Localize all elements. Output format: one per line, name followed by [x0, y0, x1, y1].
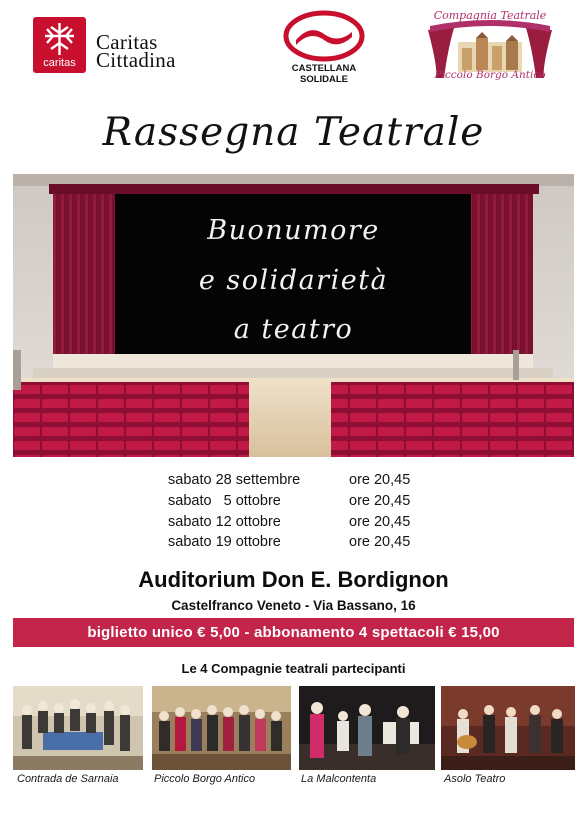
company-caption: Asolo Teatro — [444, 773, 506, 785]
partner-name-line1: CASTELLANA — [291, 63, 357, 74]
org-name-line1-text: Caritas — [96, 30, 158, 54]
caritas-logo — [33, 17, 86, 73]
company-badge-top-text: Compagnia Teatrale — [433, 9, 547, 22]
schedule-time: ore 20,45 — [349, 493, 411, 509]
company-caption: Piccolo Borgo Antico — [154, 773, 256, 785]
event-subtitle-line1: Buonumore — [207, 215, 380, 246]
schedule-row — [168, 493, 428, 513]
event-subtitle-line3: a teatro — [233, 314, 354, 345]
caritas-logo-label: caritas — [43, 57, 76, 69]
schedule-row — [168, 472, 428, 492]
event-subtitle-line2: e solidarietà — [198, 265, 389, 296]
schedule-time: ore 20,45 — [349, 472, 411, 488]
schedule-date: sabato 5 ottobre — [168, 493, 281, 509]
schedule-row — [168, 514, 428, 534]
company-caption: La Malcontenta — [301, 773, 377, 785]
org-name-line2 — [96, 49, 176, 71]
org-name-line2-text: Cittadina — [96, 48, 176, 72]
event-title: Rassegna Teatrale — [102, 110, 485, 155]
schedule-time: ore 20,45 — [349, 514, 411, 530]
schedule-time: ore 20,45 — [349, 534, 411, 550]
company-caption: Contrada de Sarnaia — [17, 773, 119, 785]
company-badge-bottom-text: Piccolo Borgo Antico — [434, 69, 546, 81]
schedule-date: sabato 12 ottobre — [168, 514, 281, 530]
schedule-date: sabato 28 settembre — [168, 472, 301, 488]
company-photo-contrada-de-sarnaia — [13, 686, 143, 770]
schedule-row — [168, 534, 428, 554]
partner-name-line2: SOLIDALE — [299, 74, 349, 85]
companies-heading: Le 4 Compagnie teatrali partecipanti — [181, 661, 406, 676]
company-photo-la-malcontenta — [299, 686, 435, 770]
caritas-cross-icon — [33, 19, 86, 59]
venue-name: Auditorium Don E. Bordignon — [138, 567, 449, 592]
schedule-date: sabato 19 ottobre — [168, 534, 281, 550]
price-text: biglietto unico € 5,00 - abbonamento 4 spettacoli € 15,00 — [87, 624, 500, 641]
venue-address: Castelfranco Veneto - Via Bassano, 16 — [171, 598, 416, 613]
company-photo-asolo-teatro — [441, 686, 575, 770]
castellana-solidale-logo-icon — [282, 10, 366, 62]
company-photo-piccolo-borgo-antico — [152, 686, 291, 770]
